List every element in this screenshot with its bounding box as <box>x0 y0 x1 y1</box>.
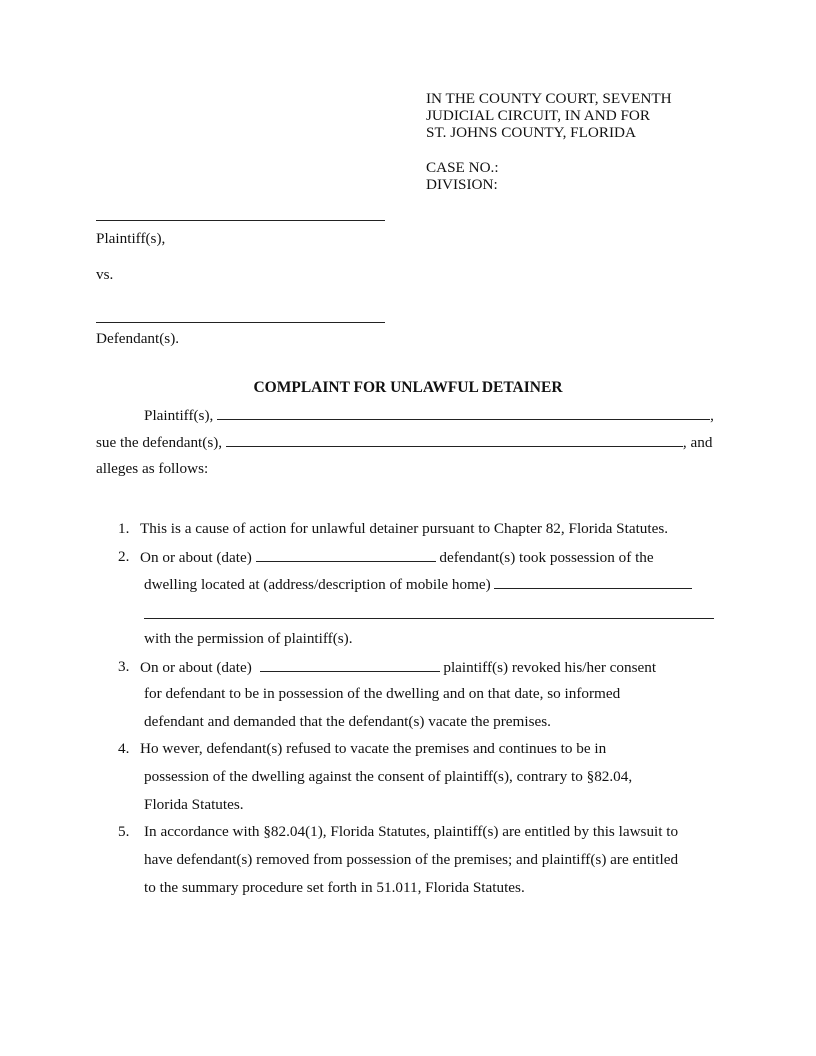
p2-date-blank <box>256 548 436 562</box>
p1-text: This is a cause of action for unlawful detainer pursuant to Chapter 82, Florida Statutes. <box>140 520 669 537</box>
p5-number: 5. <box>118 823 130 840</box>
p4-text-a: Ho wever, defendant(s) refused to vacate the premises and continues to be in <box>140 740 607 757</box>
intro-plaintiffs-label: Plaintiff(s), <box>144 407 214 424</box>
p2-address-blank <box>494 575 692 589</box>
p2-text-a: On or about (date) <box>140 549 252 566</box>
p2-address-blank-2 <box>144 618 714 619</box>
p5-text-a: In accordance with §82.04(1), Florida Statutes, plaintiff(s) are entitled by this lawsuit to <box>144 823 679 840</box>
division-label: DIVISION: <box>426 176 498 193</box>
intro-sue-end: , and <box>682 434 713 451</box>
intro-sue-line <box>96 433 712 452</box>
p2-text-c: dwelling located at (address/description of mobile home) <box>144 576 491 593</box>
p3-text-c: for defendant to be in possession of the dwelling and on that date, so informed <box>144 685 621 702</box>
p3-text-b: plaintiff(s) revoked his/her consent <box>443 659 657 676</box>
intro-sue-label: sue the defendant(s), <box>96 434 223 451</box>
defendants-blank <box>226 433 683 447</box>
case-no-label: CASE NO.: <box>426 159 499 176</box>
p3-text-d: defendant and demanded that the defendant(s) vacate the premises. <box>144 713 551 730</box>
p5-text-c: to the summary procedure set forth in 51.011, Florida Statutes. <box>144 879 525 896</box>
p3-date-blank <box>260 658 440 672</box>
p4-text-c: Florida Statutes. <box>144 796 244 813</box>
p2-text-b: defendant(s) took possession of the <box>439 549 654 566</box>
document-title: COMPLAINT FOR UNLAWFUL DETAINER <box>253 379 563 396</box>
plaintiff-name-line <box>96 220 385 221</box>
plaintiffs-blank <box>217 406 710 420</box>
plaintiff-label: Plaintiff(s), <box>96 230 166 247</box>
p3-line-1 <box>140 658 656 677</box>
court-line-1: IN THE COUNTY COURT, SEVENTH <box>426 90 672 107</box>
p2-line-1 <box>140 548 654 567</box>
p2-number: 2. <box>118 548 130 565</box>
court-line-2: JUDICIAL CIRCUIT, IN AND FOR <box>426 107 651 124</box>
p4-text-b: possession of the dwelling against the consent of plaintiff(s), contrary to §82.04, <box>144 768 633 785</box>
p1-number: 1. <box>118 520 130 537</box>
intro-alleges: alleges as follows: <box>96 460 209 477</box>
p2-text-d: with the permission of plaintiff(s). <box>144 630 353 647</box>
intro-plaintiffs-line <box>144 406 714 425</box>
defendant-name-line <box>96 322 385 323</box>
vs-label: vs. <box>96 266 114 283</box>
p3-number: 3. <box>118 658 130 675</box>
p3-text-a: On or about (date) <box>140 659 252 676</box>
court-line-3: ST. JOHNS COUNTY, FLORIDA <box>426 124 636 141</box>
defendant-label: Defendant(s). <box>96 330 180 347</box>
p2-line-2 <box>144 575 692 594</box>
p5-text-b: have defendant(s) removed from possession of the premises; and plaintiff(s) are entitled <box>144 851 679 868</box>
p4-number: 4. <box>118 740 130 757</box>
intro-plaintiffs-end: , <box>710 407 714 424</box>
